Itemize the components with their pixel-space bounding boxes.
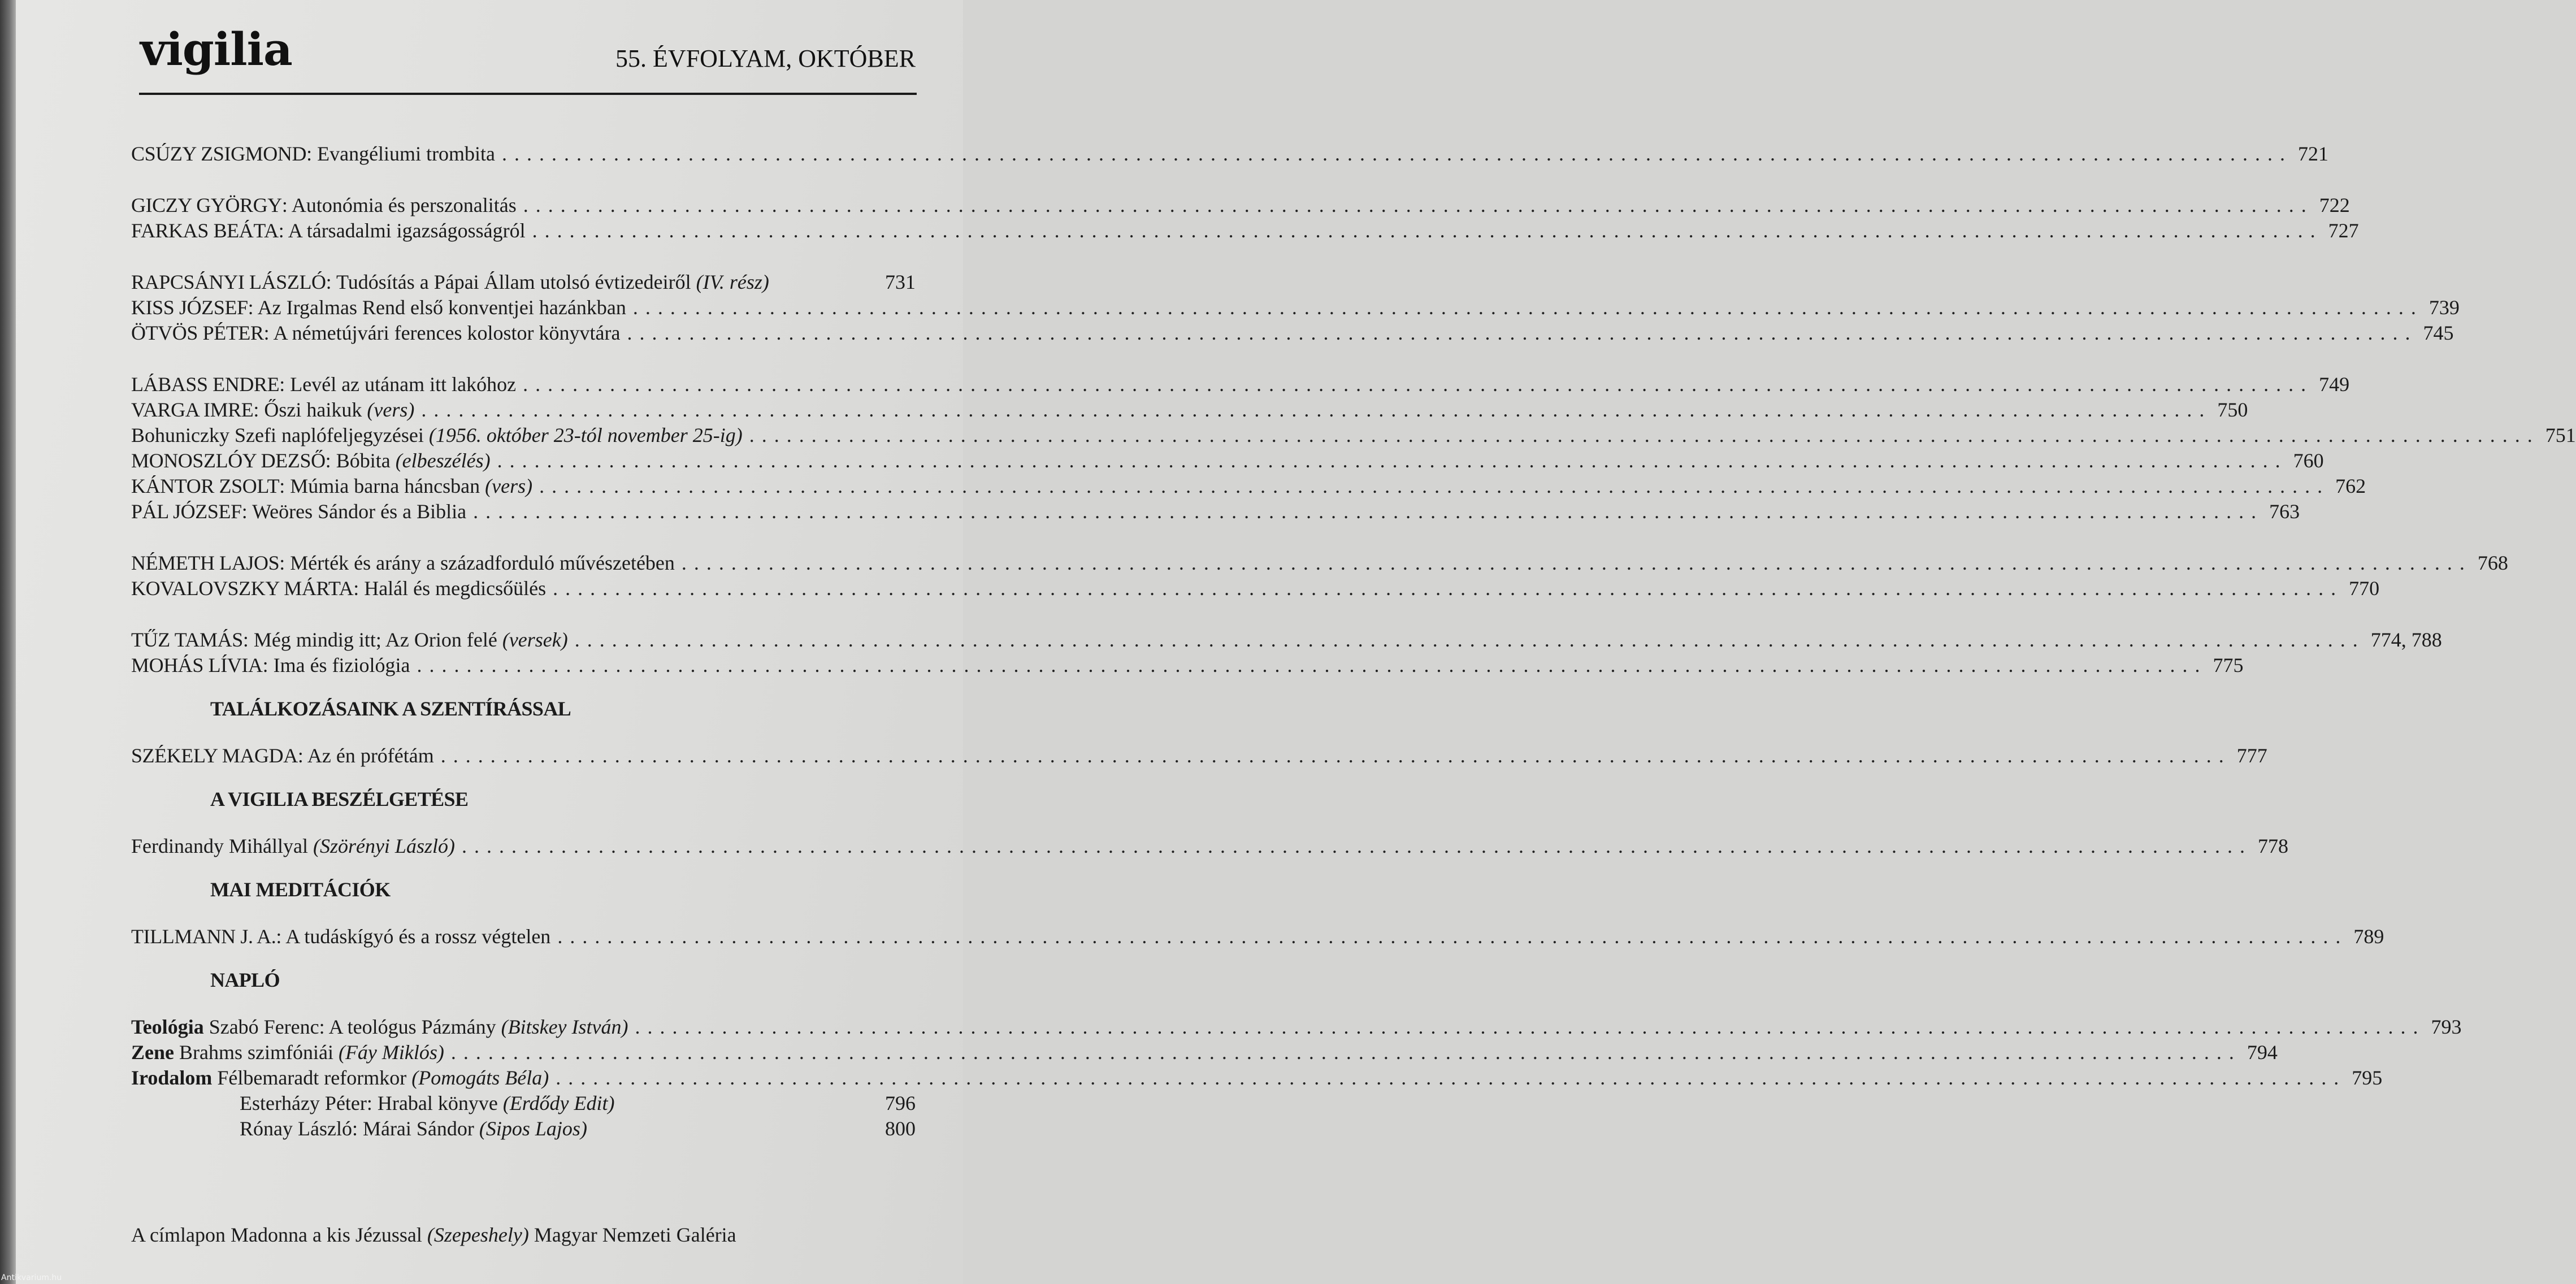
- entry-page: 796: [885, 1092, 916, 1114]
- toc-entry: [131, 141, 2329, 167]
- header-rule: [139, 93, 917, 95]
- entry-page: 745: [2423, 322, 2454, 344]
- entry-page: 793: [2431, 1016, 2462, 1038]
- entry-page: 777: [2236, 744, 2267, 767]
- entry-author: KOVALOVSZKY MÁRTA :: [131, 577, 364, 600]
- dot-leader: [635, 1014, 2426, 1040]
- entry-page: 789: [2353, 925, 2384, 948]
- entry-page: 721: [2298, 142, 2329, 165]
- entry-note: (versek): [502, 628, 568, 651]
- toc-entry: [131, 653, 2244, 678]
- toc-entry: [131, 924, 2384, 949]
- entry-note: (IV. rész): [696, 271, 769, 293]
- issue-label: 55. ÉVFOLYAM, OKTÓBER: [615, 45, 916, 72]
- entry-author: KISS JÓZSEF :: [131, 296, 258, 319]
- entry-page: 762: [2335, 475, 2366, 497]
- entry-title: Bohuniczky Szefi naplófeljegyzései: [131, 424, 424, 446]
- entry-author: VARGA IMRE :: [131, 398, 264, 421]
- toc-entry: [131, 397, 2248, 423]
- dot-leader: [539, 474, 2330, 499]
- toc-entry: [131, 474, 2366, 499]
- entry-title: Múmia barna háncsban: [290, 475, 480, 497]
- cover-credit-location: (Szepeshely): [427, 1224, 529, 1246]
- toc-entry: [131, 423, 2576, 448]
- entry-page: 800: [885, 1117, 916, 1140]
- entry-category: Irodalom: [131, 1066, 213, 1089]
- cover-credit-suffix: Magyar Nemzeti Galéria: [534, 1224, 736, 1246]
- entry-title: Levél az utánam itt lakóhoz: [290, 373, 517, 396]
- dot-leader: [633, 295, 2423, 320]
- entry-page: 739: [2428, 296, 2460, 319]
- toc-entry: [131, 1014, 2462, 1040]
- entry-category: Teológia: [131, 1016, 204, 1038]
- entry-title: Halál és megdicsőülés: [364, 577, 547, 600]
- entry-page: 774, 788: [2370, 628, 2442, 651]
- entry-title: A társadalmi igazságosságról: [288, 219, 526, 242]
- entry-title: Ima és fiziológia: [273, 654, 410, 676]
- entry-title: Még mindig itt; Az Orion felé: [253, 628, 497, 651]
- entry-author: RAPCSÁNYI LÁSZLÓ :: [131, 271, 336, 293]
- dot-leader: [532, 218, 2323, 244]
- dot-leader: [523, 372, 2313, 397]
- entry-note: (Fáy Miklós): [338, 1041, 444, 1064]
- dot-leader: [575, 627, 2365, 653]
- entry-title: Mérték és arány a századforduló művészetében: [290, 552, 675, 574]
- entry-title: Bóbita: [336, 449, 391, 472]
- watermark: Antikvarium.hu: [1, 1273, 62, 1282]
- table-of-contents: [131, 141, 2576, 1142]
- entry-author: TŰZ TAMÁS :: [131, 628, 254, 651]
- section-heading: A VIGILIA BESZÉLGETÉSE: [210, 788, 469, 810]
- entry-page: 775: [2213, 654, 2244, 676]
- entry-author: MONOSZLÓY DEZSŐ :: [131, 449, 336, 472]
- dot-leader: [462, 834, 2252, 859]
- dot-leader: [523, 193, 2314, 218]
- dot-leader: [473, 499, 2263, 524]
- entry-title: Weöres Sándor és a Biblia: [252, 500, 467, 523]
- toc-entry: [131, 576, 2380, 601]
- entry-note: (vers): [367, 398, 415, 421]
- entry-note: (elbeszélés): [395, 449, 491, 472]
- entry-author: TILLMANN J. A. :: [131, 925, 285, 948]
- dot-leader: [682, 550, 2472, 576]
- entry-page: 778: [2257, 835, 2288, 857]
- dot-leader: [557, 924, 2348, 949]
- toc-entry: [131, 743, 2267, 769]
- entry-title: Rónay László: Márai Sándor: [240, 1117, 474, 1140]
- dot-leader: [749, 423, 2540, 448]
- masthead: [140, 23, 916, 76]
- dot-leader: [497, 448, 2288, 474]
- toc-entry: [131, 448, 2324, 474]
- entry-author: MOHÁS LÍVIA :: [131, 654, 274, 676]
- entry-category: Zene: [131, 1041, 174, 1064]
- cover-credit-prefix: A címlapon Madonna a kis Jézussal: [131, 1224, 422, 1246]
- entry-note: (Sipos Lajos): [479, 1117, 587, 1140]
- section-heading: TALÁLKOZÁSAINK A SZENTÍRÁSSAL: [210, 697, 571, 720]
- entry-note: (Erdődy Edit): [502, 1092, 615, 1114]
- toc-entry: [131, 1040, 2278, 1065]
- entry-page: 760: [2293, 449, 2324, 472]
- dot-leader: [556, 1065, 2346, 1091]
- entry-author: LÁBASS ENDRE :: [131, 373, 290, 396]
- toc-entry: [131, 372, 2350, 397]
- entry-author: ÖTVÖS PÉTER :: [131, 322, 274, 344]
- entry-title: Autonómia és perszonalitás: [291, 194, 517, 216]
- toc-entry: [131, 193, 2350, 218]
- entry-page: 795: [2352, 1066, 2383, 1089]
- section-heading: MAI MEDITÁCIÓK: [210, 878, 391, 901]
- toc-entry: [131, 320, 2454, 346]
- toc-entry: [131, 1091, 916, 1116]
- toc-entry: [131, 627, 2442, 653]
- entry-author: NÉMETH LAJOS :: [131, 552, 290, 574]
- dot-leader: [451, 1040, 2241, 1065]
- cover-credit: [131, 1222, 736, 1248]
- entry-note: (1956. október 23-tól november 25-ig): [428, 424, 743, 446]
- entry-title: Ferdinandy Mihállyal: [131, 835, 308, 857]
- entry-note: (Pomogáts Béla): [411, 1066, 549, 1089]
- toc-entry: [131, 1116, 916, 1142]
- entry-page: 751: [2545, 424, 2576, 446]
- entry-page: 731: [885, 271, 916, 293]
- entry-note: (vers): [485, 475, 533, 497]
- entry-title: Szabó Ferenc: A teológus Pázmány: [209, 1016, 496, 1038]
- entry-author: FARKAS BEÁTA :: [131, 219, 288, 242]
- toc-entry: [131, 550, 2508, 576]
- entry-page: 727: [2328, 219, 2359, 242]
- entry-title: Evangéliumi trombita: [317, 142, 496, 165]
- book-spine-shadow: [0, 0, 17, 1284]
- entry-title: A németújvári ferences kolostor könyvtára: [273, 322, 621, 344]
- entry-author: GICZY GYÖRGY :: [131, 194, 292, 216]
- entry-author: CSÚZY ZSIGMOND :: [131, 142, 317, 165]
- toc-entry: [131, 218, 2359, 244]
- dot-leader: [502, 141, 2292, 167]
- toc-entry: [131, 295, 2460, 320]
- entry-author: PÁL JÓZSEF :: [131, 500, 252, 523]
- entry-title: Brahms szimfóniái: [179, 1041, 333, 1064]
- entry-page: 750: [2217, 398, 2248, 421]
- entry-note: (Szörényi László): [313, 835, 455, 857]
- toc-entry: [131, 1065, 2383, 1091]
- entry-author: KÁNTOR ZSOLT :: [131, 475, 290, 497]
- magazine-logo: vigilia: [140, 23, 292, 76]
- dot-leader: [627, 320, 2417, 346]
- entry-page: 770: [2349, 577, 2380, 600]
- entry-page: 722: [2319, 194, 2350, 216]
- entry-title: Esterházy Péter: Hrabal könyve: [240, 1092, 498, 1114]
- dot-leader: [417, 653, 2208, 678]
- entry-note: (Bitskey István): [501, 1016, 628, 1038]
- toc-entry: [131, 834, 2288, 859]
- entry-page: 794: [2247, 1041, 2278, 1064]
- entry-title: Tudósítás a Pápai Állam utolsó évtizedeiről: [336, 271, 691, 293]
- entry-title: Az Irgalmas Rend első konventjei hazánkban: [257, 296, 626, 319]
- entry-page: 768: [2477, 552, 2508, 574]
- entry-title: Félbemaradt reformkor: [217, 1066, 407, 1089]
- section-heading: NAPLÓ: [210, 969, 280, 991]
- dot-leader: [421, 397, 2211, 423]
- dot-leader: [441, 743, 2231, 769]
- entry-title: Őszi haikuk: [264, 398, 362, 421]
- entry-title: A tudáskígyó és a rossz végtelen: [285, 925, 551, 948]
- entry-page: 763: [2269, 500, 2300, 523]
- entry-author: SZÉKELY MAGDA :: [131, 744, 307, 767]
- dot-leader: [553, 576, 2343, 601]
- entry-page: 749: [2319, 373, 2350, 396]
- entry-title: Az én prófétám: [307, 744, 434, 767]
- toc-entry: [131, 499, 2300, 524]
- toc-entry: [131, 270, 916, 295]
